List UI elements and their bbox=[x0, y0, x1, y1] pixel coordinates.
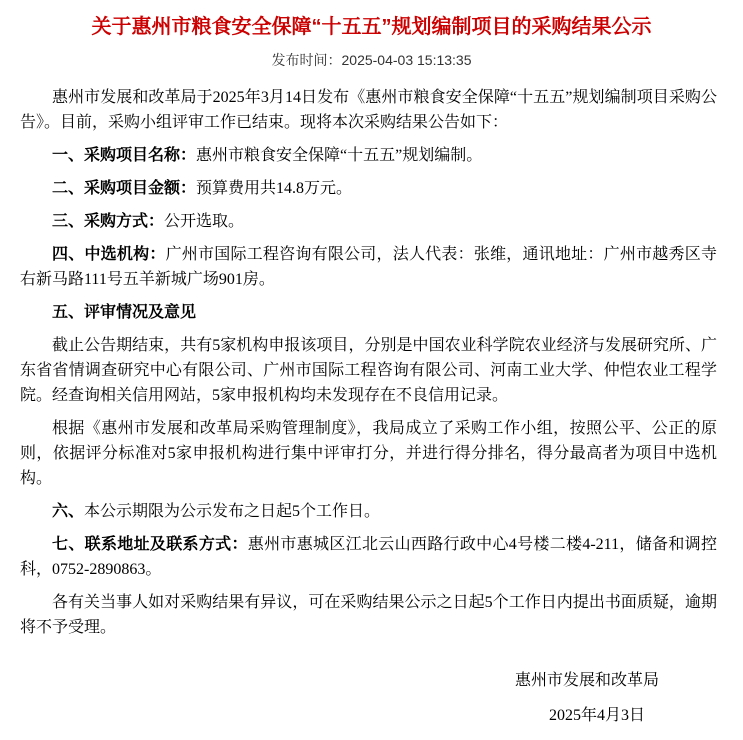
paragraph-label: 六、 bbox=[52, 503, 85, 520]
paragraph-item-1 bbox=[20, 143, 717, 168]
paragraph-label: 四、中选机构： bbox=[52, 246, 166, 263]
paragraph-item-6 bbox=[20, 499, 717, 524]
page-title: 关于惠州市粮食安全保障“十五五”规划编制项目的采购结果公示 bbox=[91, 16, 652, 38]
publish-time-label: 发布时间： bbox=[271, 52, 342, 68]
paragraph-item-7 bbox=[20, 532, 717, 582]
paragraph-text: 公开选取。 bbox=[164, 213, 245, 230]
paragraph-text: 预算费用共14.8万元。 bbox=[196, 180, 353, 197]
paragraph-text: 截止公告期结束，共有5家机构申报该项目，分别是中国农业科学院农业经济与发展研究所、广东省省情调查研究中心有限公司、广州市国际工程咨询有限公司、河南工业大学、仲恺农业工程学院。经查询相关信用网站，5家申报机构均未发现存在不良信用记录。 bbox=[20, 337, 717, 404]
paragraph-text: 根据《惠州市发展和改革局采购管理制度》，我局成立了采购工作小组，按照公平、公正的原则，依据评分标准对5家申报机构进行集中评审打分，并进行得分排名，得分最高者为项目中选机构。 bbox=[20, 420, 717, 487]
paragraph-label: 七、联系地址及联系方式： bbox=[52, 536, 248, 553]
paragraph-item-3 bbox=[20, 209, 717, 234]
paragraph-item-4 bbox=[20, 242, 717, 292]
paragraph-text: 惠州市发展和改革局于2025年3月14日发布《惠州市粮食安全保障“十五五”规划编制项目采购公告》。目前，采购小组评审工作已结束。现将本次采购结果公告如下： bbox=[20, 89, 717, 131]
paragraph-label: 二、采购项目金额： bbox=[52, 180, 197, 197]
paragraph-label: 一、采购项目名称： bbox=[52, 147, 197, 164]
paragraph-text: 广州市国际工程咨询有限公司，法人代表：张维，通讯地址：广州市越秀区寺右新马路111号五羊新城广场901房。 bbox=[20, 246, 717, 288]
paragraph-text: 惠州市惠城区江北云山西路行政中心4号楼二楼4-211，储备和调控科，0752-2890863。 bbox=[20, 536, 717, 578]
paragraph-text: 各有关当事人如对采购结果有异议，可在采购结果公示之日起5个工作日内提出书面质疑，逾期将不予受理。 bbox=[20, 594, 717, 636]
paragraph-item-5-heading bbox=[20, 300, 717, 325]
paragraph-item-2 bbox=[20, 176, 717, 201]
paragraph-label: 五、评审情况及意见 bbox=[52, 304, 197, 321]
publish-time-line bbox=[0, 53, 743, 68]
paragraph-intro bbox=[20, 85, 717, 135]
paragraph-objection bbox=[20, 590, 717, 640]
paragraph-text: 本公示期限为公示发布之日起5个工作日。 bbox=[84, 503, 381, 520]
signature-org: 惠州市发展和改革局 bbox=[514, 672, 659, 689]
publish-time-value: 2025-04-03 15:13:35 bbox=[341, 52, 472, 68]
paragraph-review-process bbox=[20, 416, 717, 491]
paragraph-label: 三、采购方式： bbox=[52, 213, 165, 230]
paragraph-text: 惠州市粮食安全保障“十五五”规划编制。 bbox=[196, 147, 483, 164]
document-body bbox=[0, 85, 743, 728]
paragraph-review-applicants bbox=[20, 333, 717, 408]
signature-date: 2025年4月3日 bbox=[548, 707, 645, 724]
signature-block bbox=[20, 668, 717, 728]
